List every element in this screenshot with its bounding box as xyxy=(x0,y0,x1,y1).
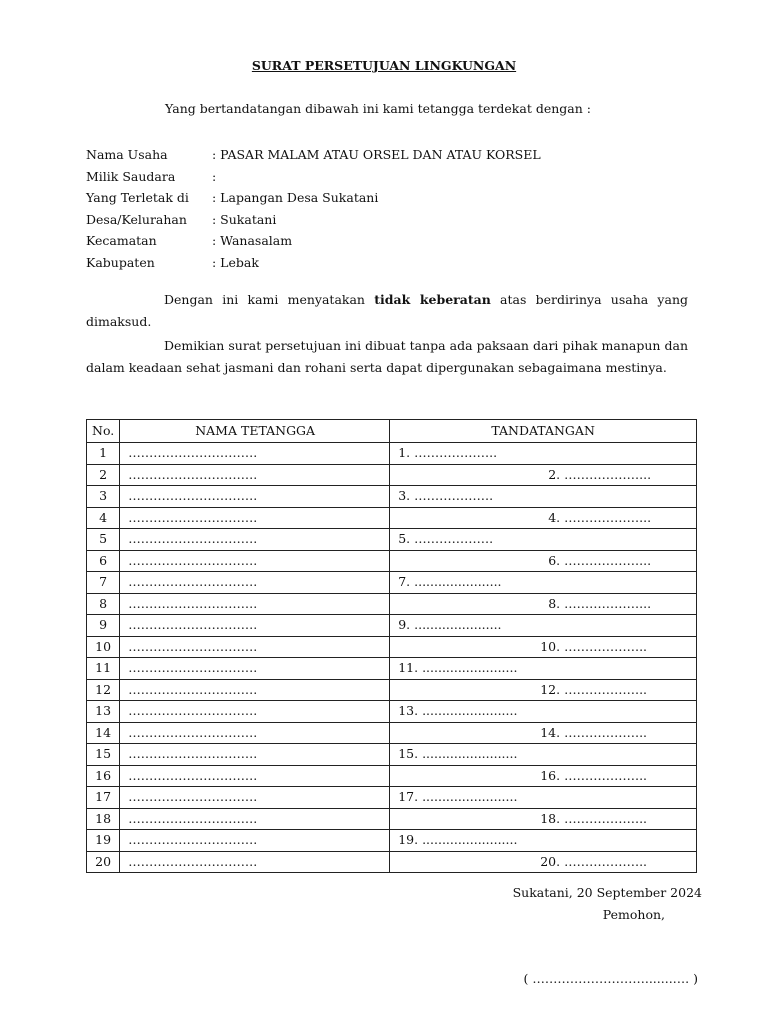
neighbor-name-field: …………………………. xyxy=(120,636,390,658)
neighbor-name-field: …………………………. xyxy=(120,593,390,615)
field-value: : xyxy=(212,168,217,184)
document-title: SURAT PERSETUJUAN LINGKUNGAN xyxy=(251,58,517,73)
field-label: Milik Saudara xyxy=(86,168,176,184)
table-row xyxy=(87,722,697,744)
neighbor-name-field: …………………………. xyxy=(120,744,390,766)
signature-field: 4. ………………... xyxy=(390,507,697,529)
neighbor-name-field: …………………………. xyxy=(120,658,390,680)
neighbor-name-field: …………………………. xyxy=(120,808,390,830)
table-row xyxy=(87,636,697,658)
table-row xyxy=(87,787,697,809)
neighbor-name-field: …………………………. xyxy=(120,765,390,787)
signature-field: 3. ………………. xyxy=(390,486,697,508)
field-row xyxy=(86,230,541,252)
table-row xyxy=(87,701,697,723)
signature-field: 19. ........................ xyxy=(390,830,697,852)
row-number: 16 xyxy=(87,765,120,787)
neighbor-name-field: …………………………. xyxy=(120,572,390,594)
row-number: 7 xyxy=(87,572,120,594)
statement-text-bold: tidak keberatan xyxy=(374,292,491,307)
table-row xyxy=(87,529,697,551)
neighbor-name-field: …………………………. xyxy=(120,443,390,465)
field-row xyxy=(86,166,541,188)
field-row xyxy=(86,187,541,209)
signature-field: 2. ………………... xyxy=(390,464,697,486)
neighbor-name-field: …………………………. xyxy=(120,529,390,551)
signature-field: 6. ………………... xyxy=(390,550,697,572)
signature-field: 11. ........................ xyxy=(390,658,697,680)
neighbor-name-field: …………………………. xyxy=(120,486,390,508)
table-row xyxy=(87,765,697,787)
row-number: 11 xyxy=(87,658,120,680)
signature-table-body xyxy=(87,443,697,873)
place-date: Sukatani, 20 September 2024 xyxy=(512,885,702,900)
table-row xyxy=(87,808,697,830)
row-number: 5 xyxy=(87,529,120,551)
field-value: : Wanasalam xyxy=(212,233,293,249)
neighbor-name-field: …………………………. xyxy=(120,507,390,529)
signature-field: 20. ……………….. xyxy=(390,851,697,873)
signature-field: 18. ……………….. xyxy=(390,808,697,830)
table-row xyxy=(87,679,697,701)
applicant-signature-line: ( ……………………….......…. ) xyxy=(523,971,698,986)
signature-field: 17. ........................ xyxy=(390,787,697,809)
table-row xyxy=(87,593,697,615)
field-label: Kabupaten xyxy=(86,254,155,270)
signature-field: 12. ……………….. xyxy=(390,679,697,701)
neighbor-name-field: …………………………. xyxy=(120,851,390,873)
neighbor-name-field: …………………………. xyxy=(120,701,390,723)
header-no: No. xyxy=(87,420,120,443)
neighbor-name-field: …………………………. xyxy=(120,464,390,486)
field-label: Kecamatan xyxy=(86,233,157,249)
table-row xyxy=(87,464,697,486)
signature-field: 14. ……………….. xyxy=(390,722,697,744)
table-row xyxy=(87,443,697,465)
field-row xyxy=(86,144,541,166)
signature-field: 7. ...................... xyxy=(390,572,697,594)
row-number: 4 xyxy=(87,507,120,529)
intro-text: Yang bertandatangan dibawah ini kami tetangga terdekat dengan : xyxy=(165,101,591,116)
neighbor-name-field: …………………………. xyxy=(120,722,390,744)
field-label: Yang Terletak di xyxy=(86,190,189,206)
signature-field: 1. ……………….. xyxy=(390,443,697,465)
row-number: 19 xyxy=(87,830,120,852)
field-value: : Lapangan Desa Sukatani xyxy=(212,190,379,206)
signature-field: 15. ........................ xyxy=(390,744,697,766)
statement-text-after: atas berdirinya usaha yang dimaksud. xyxy=(86,292,688,329)
field-label: Desa/Kelurahan xyxy=(86,211,187,227)
field-label: Nama Usaha xyxy=(86,147,168,163)
neighbor-name-field: …………………………. xyxy=(120,787,390,809)
signature-field: 9. ...................... xyxy=(390,615,697,637)
table-row xyxy=(87,507,697,529)
row-number: 17 xyxy=(87,787,120,809)
field-value: : Lebak xyxy=(212,254,259,270)
field-value: : PASAR MALAM ATAU ORSEL DAN ATAU KORSEL xyxy=(212,147,541,163)
neighbor-name-field: …………………………. xyxy=(120,830,390,852)
row-number: 20 xyxy=(87,851,120,873)
business-details xyxy=(86,144,541,273)
table-row xyxy=(87,744,697,766)
neighbor-name-field: …………………………. xyxy=(120,679,390,701)
neighbor-name-field: …………………………. xyxy=(120,615,390,637)
header-signature: TANDATANGAN xyxy=(390,420,697,443)
neighbor-name-field: …………………………. xyxy=(120,550,390,572)
applicant-label: Pemohon, xyxy=(602,907,665,922)
row-number: 8 xyxy=(87,593,120,615)
field-row xyxy=(86,252,541,274)
field-value: : Sukatani xyxy=(212,211,277,227)
statement-paragraph xyxy=(86,289,688,332)
row-number: 6 xyxy=(87,550,120,572)
row-number: 13 xyxy=(87,701,120,723)
table-row xyxy=(87,830,697,852)
table-row xyxy=(87,615,697,637)
signature-field: 13. ........................ xyxy=(390,701,697,723)
table-row xyxy=(87,658,697,680)
signature-field: 8. ………………... xyxy=(390,593,697,615)
closing-paragraph xyxy=(86,335,688,378)
row-number: 15 xyxy=(87,744,120,766)
signature-field: 16. ……………….. xyxy=(390,765,697,787)
row-number: 14 xyxy=(87,722,120,744)
row-number: 1 xyxy=(87,443,120,465)
signature-field: 10. ……………….. xyxy=(390,636,697,658)
signature-field: 5. ………………. xyxy=(390,529,697,551)
field-row xyxy=(86,209,541,231)
table-row xyxy=(87,550,697,572)
table-row xyxy=(87,486,697,508)
closing-text: Demikian surat persetujuan ini dibuat tanpa ada paksaan dari pihak manapun dan dalam keadaan sehat jasmani dan rohani serta dapat dipergunakan sebagaimana mestinya. xyxy=(86,338,688,375)
row-number: 10 xyxy=(87,636,120,658)
table-row xyxy=(87,572,697,594)
row-number: 9 xyxy=(87,615,120,637)
row-number: 2 xyxy=(87,464,120,486)
row-number: 18 xyxy=(87,808,120,830)
table-header-row xyxy=(87,420,697,443)
header-name: NAMA TETANGGA xyxy=(120,420,390,443)
table-row xyxy=(87,851,697,873)
row-number: 12 xyxy=(87,679,120,701)
row-number: 3 xyxy=(87,486,120,508)
signature-table xyxy=(86,419,697,873)
statement-text-before: Dengan ini kami menyatakan xyxy=(164,292,375,307)
